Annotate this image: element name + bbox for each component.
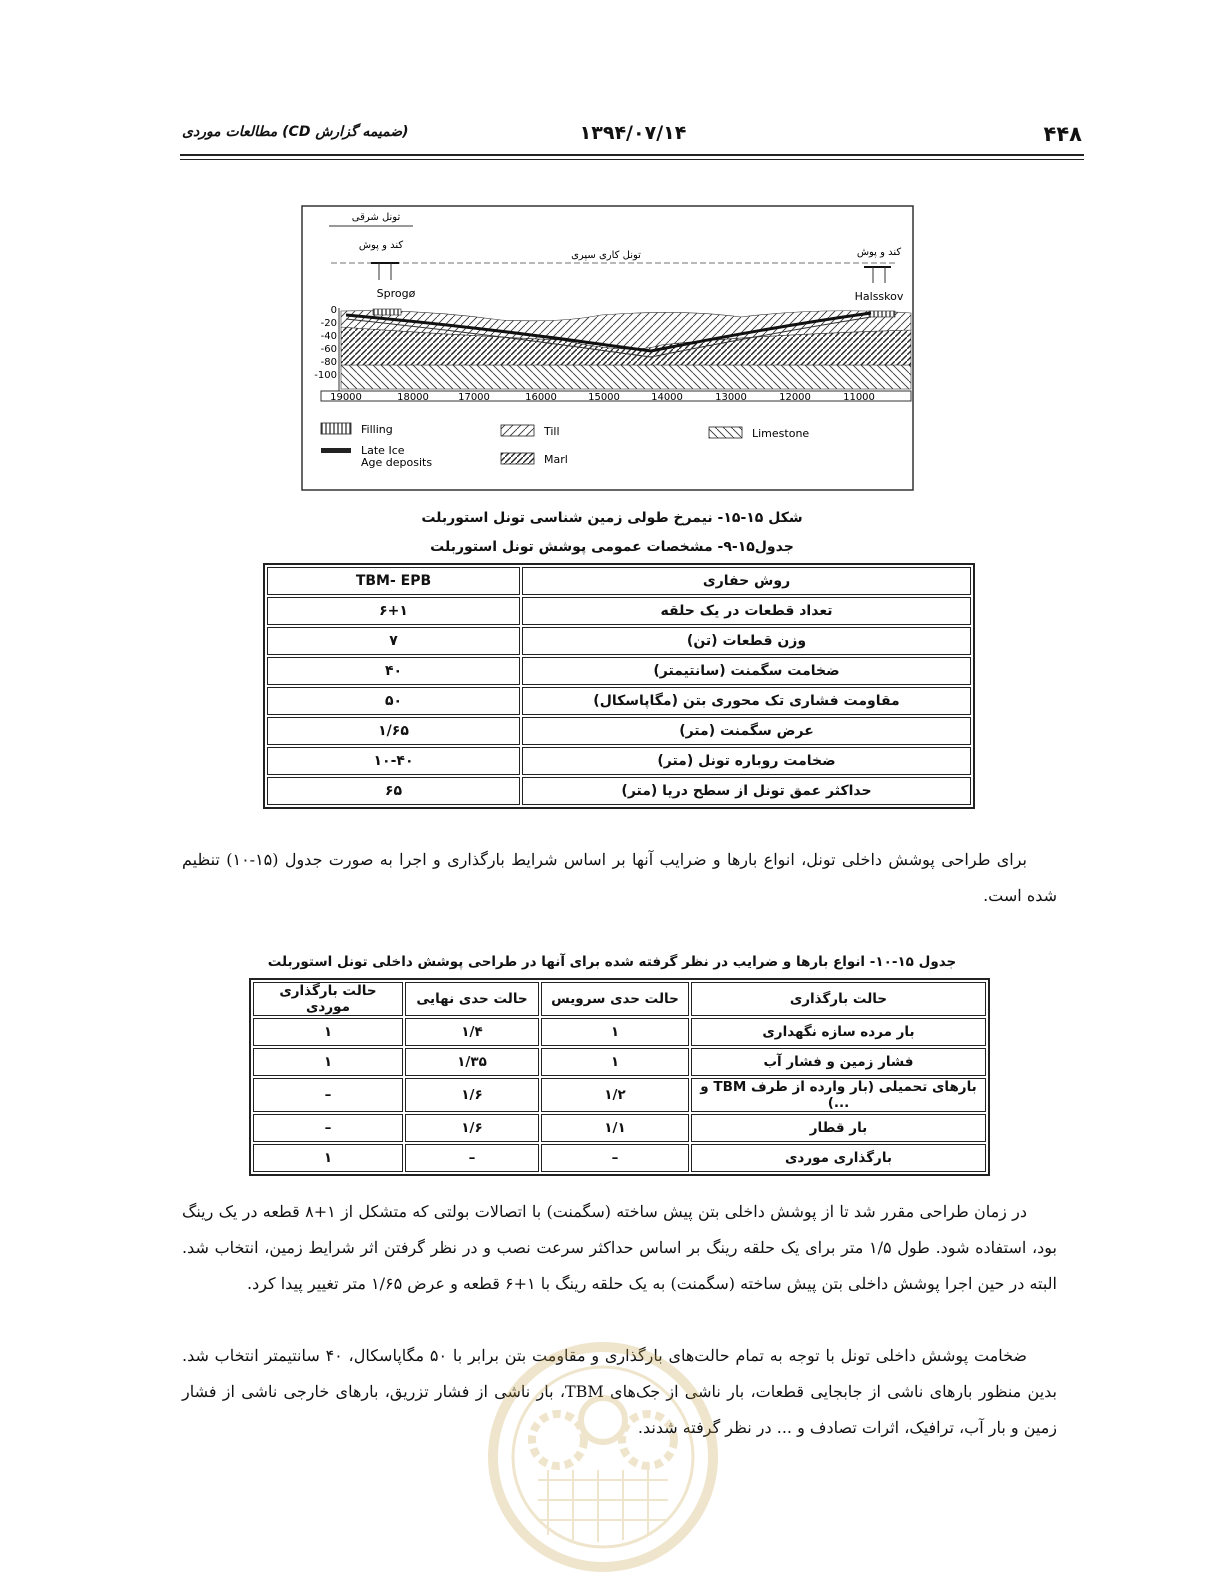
table-cell: بار قطار [691,1114,986,1142]
table-cell: ۱/۴ [405,1018,539,1046]
table-cell-label: ضخامت روباره تونل (متر) [522,747,971,775]
header-rule-thin [180,159,1084,160]
table-cell: ۱/۶ [405,1078,539,1112]
table-cell: ۱/۱ [541,1114,689,1142]
table-row [267,717,971,745]
table-cell-value: ۵۰ [267,687,520,715]
table-cell: ۱ [253,1048,403,1076]
y-tick-label: 0 [330,305,337,316]
table-cell: بارهای تحمیلی (بار وارده از طرف TBM و ...) [691,1078,986,1112]
page-number: ۴۴۸ [1043,122,1082,146]
x-tick-label: 18000 [397,392,429,403]
label-cut-cover-right: کند و پوش [856,247,902,258]
table-header-row [253,982,986,1016]
table-cell-label: ضخامت سگمنت (سانتیمتر) [522,657,971,685]
table-row [253,1048,986,1076]
y-tick-label: -100 [314,370,337,381]
table2-caption: جدول ۱۵-۱۰- انواع بارها و ضرایب در نظر گرفته شده برای آنها در طراحی پوشش داخلی تونل استوربلت [267,954,957,970]
paragraph-text: ضخامت پوشش داخلی تونل با توجه به تمام حالت‌های بارگذاری و مقاومت بتن برابر با ۵۰ مگاپاسکال، ۴۰ سانتیمتر انتخاب شد. بدین منظور بارهای ناشی از جابجایی قطعات، بار ناشی از جک‌های TBM، بار ناشی از فشار تزریق، بارهای خارجی ناشی از فشار زمین و بار آب، ترافیک، اثرات تصادف و ... در نظر گرفته شدند. [182,1346,1057,1437]
place-halsskov: Halsskov [854,290,904,303]
table-row [267,777,971,805]
table-cell-value: ۷ [267,627,520,655]
table-cell: ۱ [253,1018,403,1046]
table-row [253,1114,986,1142]
table-cell-label: حداکثر عمق تونل از سطح دریا (متر) [522,777,971,805]
label-bored-tunnel: تونل کاری سپری [571,250,641,261]
legend-swatch-filling [321,423,351,434]
x-tick-label: 17000 [458,392,490,403]
table-row [253,1144,986,1172]
place-sprogo: Sprogø [376,287,416,300]
lining-specs-table [263,563,975,809]
legend-swatch-marl [501,453,534,464]
table1-caption: جدول۱۵-۹- مشخصات عمومی پوشش تونل استوربلت [430,539,794,555]
table-cell: ۱/۶ [405,1114,539,1142]
table-row [267,687,971,715]
table-cell: ۱ [253,1144,403,1172]
legend-late-ice-2: Age deposits [361,456,433,469]
legend-marl: Marl [544,453,568,466]
table-cell: ۱ [541,1048,689,1076]
table-row [267,657,971,685]
label-east-tunnel: تونل شرقی [351,212,401,223]
legend-late-ice: Late Ice [361,444,405,457]
header-title: مطالعات موردی (CD ضمیمه گزارش) [182,124,409,140]
table-cell-label: مقاومت فشاری تک محوری بتن (مگاپاسکال) [522,687,971,715]
load-factors-table [249,978,990,1176]
table-row [267,597,971,625]
table-header: حالت حدی نهایی [405,982,539,1016]
table-cell-label: تعداد قطعات در یک حلقه [522,597,971,625]
table-cell-value: ۶۵ [267,777,520,805]
table-row [267,627,971,655]
header-date: ۱۳۹۴/۰۷/۱۴ [579,122,687,144]
table-cell: بار مرده سازه نگهداری [691,1018,986,1046]
legend-filling: Filling [361,423,393,436]
table-cell: بارگذاری موردی [691,1144,986,1172]
x-tick-label: 19000 [330,392,362,403]
body-paragraph [182,1194,1057,1302]
geological-profile-figure [301,205,914,492]
table-cell-label: وزن قطعات (تن) [522,627,971,655]
table-cell: ۱ [541,1018,689,1046]
x-tick-label: 12000 [779,392,811,403]
legend-swatch-late-ice [321,448,351,453]
table-cell: – [405,1144,539,1172]
table-cell: – [253,1078,403,1112]
table-header: حالت بارگذاری موردی [253,982,403,1016]
legend-limestone: Limestone [752,427,810,440]
y-tick-label: -80 [320,357,337,368]
legend-till: Till [544,425,560,438]
table-cell: – [253,1114,403,1142]
table-cell-label: عرض سگمنت (متر) [522,717,971,745]
table-cell-value: ۱۰-۴۰ [267,747,520,775]
table-header: حالت حدی سرویس [541,982,689,1016]
label-cut-cover-left: کند و پوش [358,240,404,251]
table-cell-value: ۴۰ [267,657,520,685]
body-paragraph [182,842,1057,914]
watermark-emblem-icon [478,1330,728,1584]
table-cell: – [541,1144,689,1172]
header-rule [180,154,1084,156]
y-tick-label: -60 [320,344,337,355]
y-tick-label: -40 [320,331,337,342]
table-cell: فشار زمین و فشار آب [691,1048,986,1076]
x-tick-label: 13000 [715,392,747,403]
table-cell: ۱/۲ [541,1078,689,1112]
table-row [253,1018,986,1046]
y-tick-label: -20 [320,318,337,329]
x-tick-label: 15000 [588,392,620,403]
figure-caption: شکل ۱۵-۱۵- نیمرخ طولی زمین شناسی تونل استوربلت [421,510,803,526]
x-tick-label: 11000 [843,392,875,403]
paragraph-text: در زمان طراحی مقرر شد تا از پوشش داخلی بتن پیش ساخته (سگمنت) با اتصالات بولتی که متشکل از ۱+۸ قطعه در یک رینگ بود، استفاده شود. طول ۱/۵ متر برای یک حلقه رینگ بر اساس حداکثر سرعت نصب و در نظر گرفتن اثر شرایط زمین، انتخاب شد. البته در حین اجرا پوشش داخلی بتن پیش ساخته (سگمنت) به یک حلقه رینگ با ۱+۶ قطعه و عرض ۱/۶۵ متر تغییر پیدا کرد. [182,1202,1058,1293]
table-cell-value: ۱/۶۵ [267,717,520,745]
x-tick-label: 16000 [525,392,557,403]
table-row [253,1078,986,1112]
table-cell: ۱/۳۵ [405,1048,539,1076]
legend-swatch-till [501,425,534,436]
x-tick-label: 14000 [651,392,683,403]
table-row [267,747,971,775]
page-header [182,118,1084,148]
geology-profile [341,309,911,389]
table-header: حالت بارگذاری [691,982,986,1016]
table-cell-value: ۶+۱ [267,597,520,625]
table-row [267,567,971,595]
table-cell-value: TBM- EPB [267,567,520,595]
table-cell-label: روش حفاری [522,567,971,595]
legend-swatch-limestone [709,427,742,438]
paragraph-text: برای طراحی پوشش داخلی تونل، انواع بارها و ضرایب آنها بر اساس شرایط بارگذاری و اجرا به صورت جدول (۱۵-۱۰) تنظیم شده است. [182,850,1057,905]
x-axis [330,392,875,403]
